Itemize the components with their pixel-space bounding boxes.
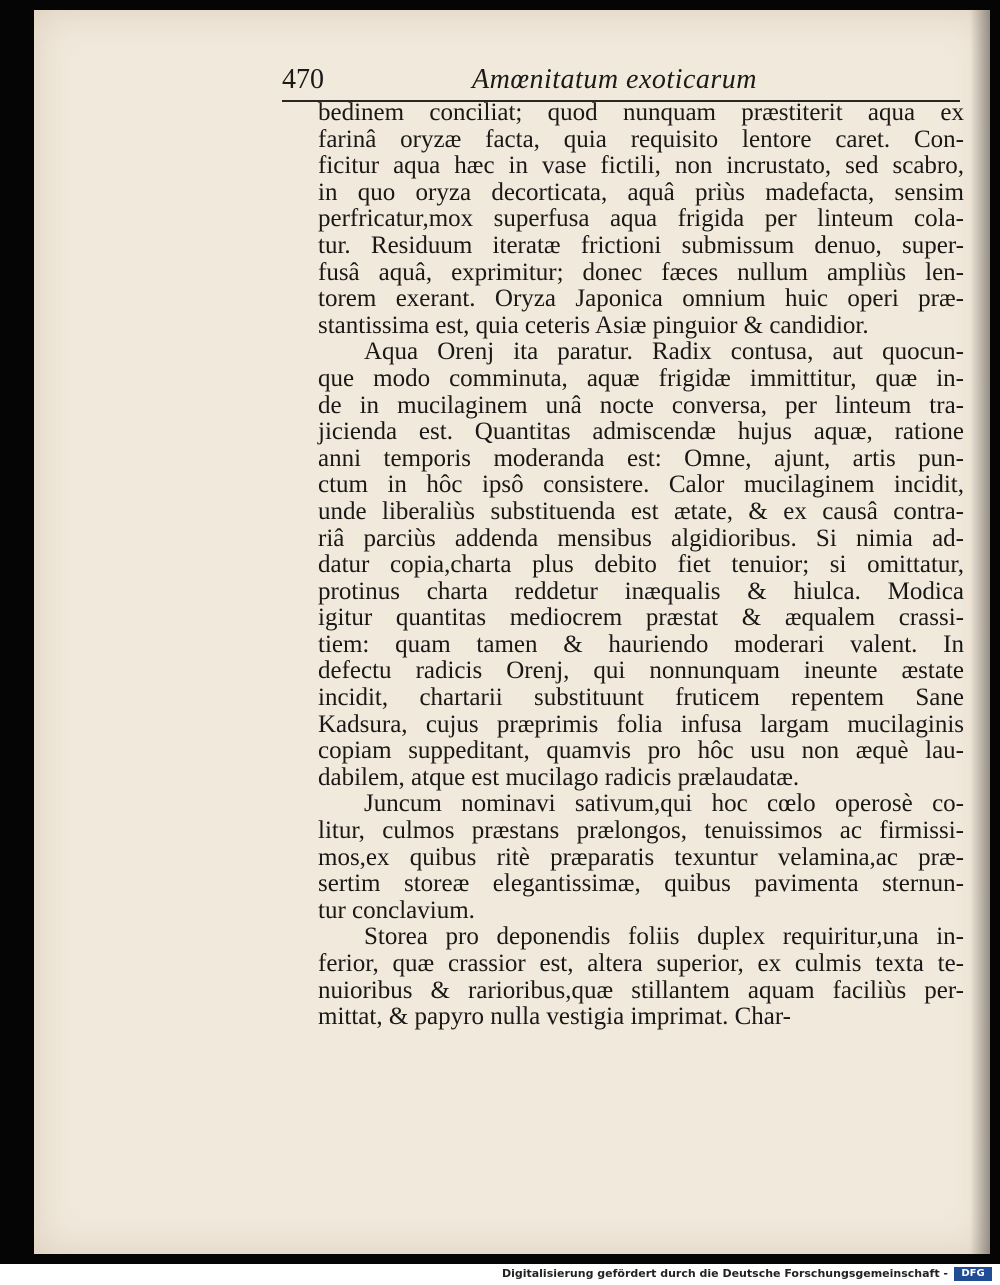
text-line: tur. Residuum iteratæ frictioni submissum denuo, super- — [318, 231, 964, 259]
text-line: unde liberaliùs substituenda est ætate, & ex causâ contra- — [318, 497, 964, 525]
text-line: anni temporis moderanda est: Omne, ajunt, artis pun- — [318, 444, 964, 472]
text-line: defectu radicis Orenj, qui nonnunquam ineunte æstate — [318, 657, 964, 685]
text-line: ctum in hôc ipsô consistere. Calor mucilaginem incidit, — [318, 471, 964, 499]
text-line: tur conclavium. — [318, 896, 475, 924]
text-line: que modo comminuta, aquæ frigidæ immittitur, quæ in- — [318, 364, 964, 392]
text-line: incidit, chartarii substituunt fruticem repentem Sane — [318, 684, 964, 712]
text-line: igitur quantitas mediocrem præstat & æqualem crassi- — [318, 604, 964, 632]
text-line: Aqua Orenj ita paratur. Radix contusa, aut quocun- — [364, 338, 964, 366]
running-title: Amœnitatum exoticarum — [472, 64, 758, 95]
text-line: Kadsura, cujus præprimis folia infusa largam mucilaginis — [318, 710, 964, 738]
text-line: in quo oryza decorticata, aquâ priùs madefacta, sensim — [318, 178, 964, 206]
text-line: ficitur aqua hæc in vase fictili, non incrustato, sed scabro, — [318, 152, 964, 180]
text-line: copiam suppeditant, quamvis pro hôc usu non æquè lau- — [318, 737, 964, 765]
text-line: ferior, quæ crassior est, altera superior, ex culmis texta te- — [318, 950, 964, 977]
text-line: farinâ oryzæ facta, quia requisito lentore caret. Con- — [318, 125, 964, 153]
text-line: Storea pro deponendis foliis duplex requiritur,una in- — [364, 923, 964, 951]
text-line: litur, culmos præstans prælongos, tenuissimos ac firmissi- — [318, 817, 964, 845]
text-line: nuioribus & rarioribus,quæ stillantem aquam faciliùs per- — [318, 976, 964, 1004]
dfg-logo: DFG — [954, 1267, 992, 1281]
text-line: perfricatur,mox superfusa aqua frigida per linteum cola- — [318, 205, 964, 233]
text-line: dabilem, atque est mucilago radicis prælaudatæ. — [318, 763, 800, 791]
running-header — [282, 62, 942, 98]
text-line: stantissima est, quia ceteris Asiæ pinguior & candidior. — [318, 311, 869, 339]
footer-credit: Digitalisierung gefördert durch die Deutsche Forschungsgemeinschaft - — [501, 1267, 948, 1280]
page-number: 470 — [282, 64, 324, 95]
text-line: riâ parciùs addenda mensibus algidioribus. Si nimia ad- — [318, 524, 964, 552]
body-text — [318, 100, 964, 1031]
page-edge-shadow — [970, 10, 990, 1254]
text-line: datur copia,charta plus debito fiet tenuior; si omittatur, — [318, 551, 964, 579]
text-line: tiem: quam tamen & hauriendo moderari valent. In — [318, 630, 964, 658]
text-line: fusâ aquâ, exprimitur; donec fæces nullum ampliùs len- — [318, 258, 964, 286]
text-line: mos,ex quibus ritè præparatis texuntur velamina,ac præ- — [318, 843, 964, 871]
text-line: sertim storeæ elegantissimæ, quibus pavimenta sternun- — [318, 870, 964, 898]
text-line: mittat, & papyro nulla vestigia imprimat. Char- — [318, 1003, 792, 1031]
text-line: jicienda est. Quantitas admiscendæ hujus aquæ, ratione — [318, 418, 964, 446]
text-line: bedinem conciliat; quod nunquam præstiterit aqua ex — [318, 99, 964, 126]
text-line: torem exerant. Oryza Japonica omnium huic operi præ- — [318, 285, 964, 313]
text-line: protinus charta reddetur inæqualis & hiulca. Modica — [318, 577, 964, 605]
text-line: de in mucilaginem unâ nocte conversa, per linteum tra- — [318, 391, 964, 419]
text-line: Juncum nominavi sativum,qui hoc cœlo operosè co- — [364, 790, 964, 818]
footer-bar — [0, 1264, 1000, 1285]
